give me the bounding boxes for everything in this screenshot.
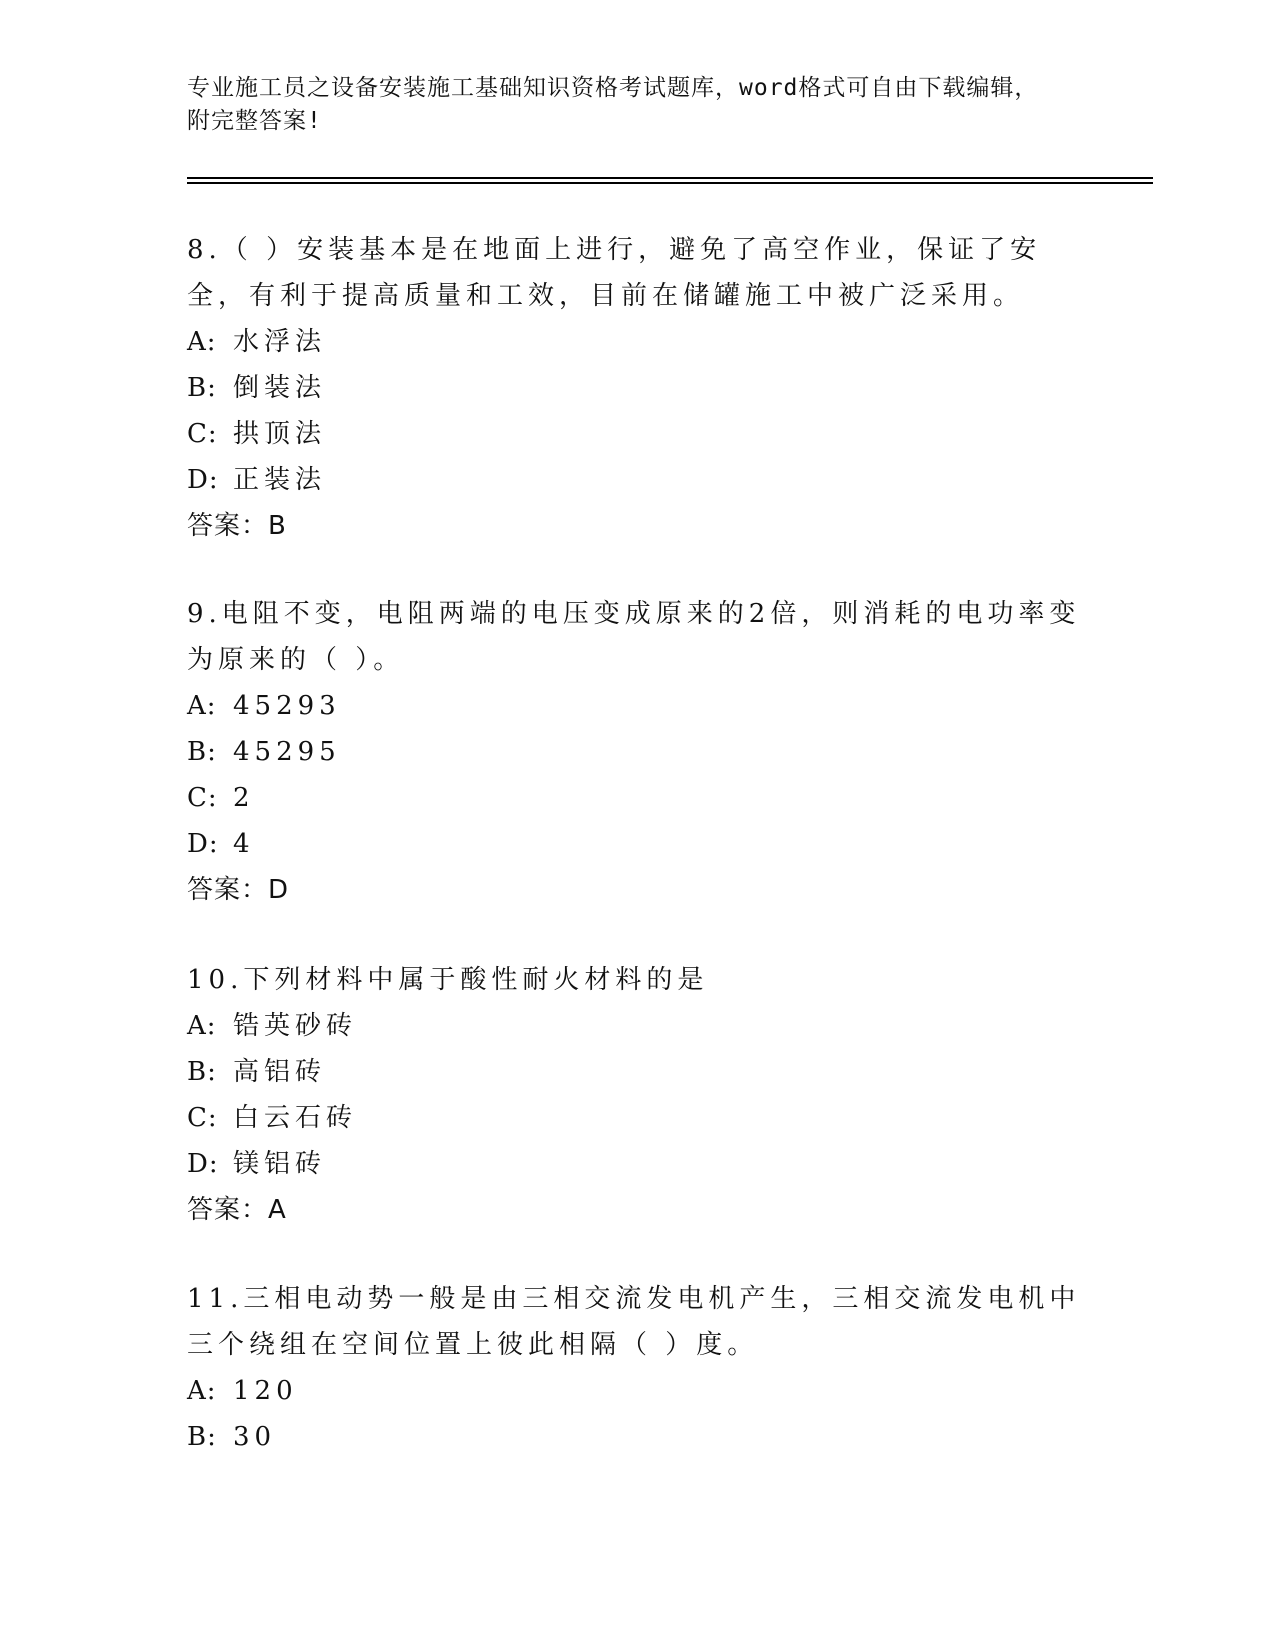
- option-a: [187, 1003, 1087, 1049]
- header-line-1: 专业施工员之设备安装施工基础知识资格考试题库，word格式可自由下载编辑，: [187, 75, 1039, 101]
- option-d: [187, 457, 1087, 503]
- option-key: C:: [187, 1103, 218, 1133]
- option-key: C:: [187, 419, 218, 449]
- option-b: [187, 365, 1087, 411]
- option-c: [187, 411, 1087, 457]
- option-text: 水浮法: [233, 327, 327, 357]
- option-text: 45295: [233, 737, 341, 767]
- option-key: A:: [187, 1011, 217, 1041]
- question-10: [187, 957, 1087, 1233]
- header-divider-bottom: [187, 182, 1153, 184]
- option-text: 30: [233, 1422, 277, 1452]
- option-key: B:: [187, 737, 217, 767]
- option-text: 白云石砖: [233, 1103, 358, 1133]
- option-key: A:: [187, 691, 217, 721]
- answer-line: 答案：B: [187, 511, 287, 541]
- option-a: [187, 683, 1087, 729]
- option-text: 高铝砖: [233, 1057, 327, 1087]
- option-text: 拱顶法: [233, 419, 327, 449]
- option-text: 2: [233, 783, 255, 813]
- option-key: C:: [187, 783, 218, 813]
- question-stem: 8.（ ）安装基本是在地面上进行，避免了高空作业，保证了安全，有利于提高质量和工效，目前在储罐施工中被广泛采用。: [187, 235, 1042, 311]
- option-text: 正装法: [233, 465, 327, 495]
- option-key: B:: [187, 373, 217, 403]
- option-key: D:: [187, 1149, 219, 1179]
- option-d: [187, 1141, 1087, 1187]
- option-a: [187, 319, 1087, 365]
- option-b: [187, 729, 1087, 775]
- option-c: [187, 775, 1087, 821]
- question-stem: 10.下列材料中属于酸性耐火材料的是: [187, 965, 709, 995]
- answer-line: 答案：A: [187, 1195, 287, 1225]
- option-a: [187, 1368, 1087, 1414]
- option-b: [187, 1049, 1087, 1095]
- option-key: B:: [187, 1057, 217, 1087]
- answer-line: 答案：D: [187, 875, 290, 905]
- header-divider-top: [187, 177, 1153, 179]
- option-text: 镁铝砖: [233, 1149, 327, 1179]
- option-key: A:: [187, 1376, 217, 1406]
- question-11: [187, 1276, 1087, 1460]
- option-b: [187, 1414, 1087, 1460]
- option-key: D:: [187, 465, 219, 495]
- option-d: [187, 821, 1087, 867]
- question-9: [187, 591, 1087, 913]
- question-stem: 9.电阻不变，电阻两端的电压变成原来的2倍，则消耗的电功率变为原来的（ ）。: [187, 599, 1081, 675]
- option-text: 倒装法: [233, 373, 327, 403]
- question-8: [187, 227, 1087, 549]
- header-line-2: 附完整答案!: [187, 108, 322, 134]
- option-text: 锆英砂砖: [233, 1011, 358, 1041]
- option-text: 120: [233, 1376, 298, 1406]
- option-text: 4: [233, 829, 255, 859]
- option-key: B:: [187, 1422, 217, 1452]
- option-key: D:: [187, 829, 219, 859]
- option-c: [187, 1095, 1087, 1141]
- option-text: 45293: [233, 691, 341, 721]
- document-header: [187, 72, 1087, 138]
- option-key: A:: [187, 327, 217, 357]
- question-stem: 11.三相电动势一般是由三相交流发电机产生，三相交流发电机中三个绕组在空间位置上彼此相隔（ ）度。: [187, 1284, 1081, 1360]
